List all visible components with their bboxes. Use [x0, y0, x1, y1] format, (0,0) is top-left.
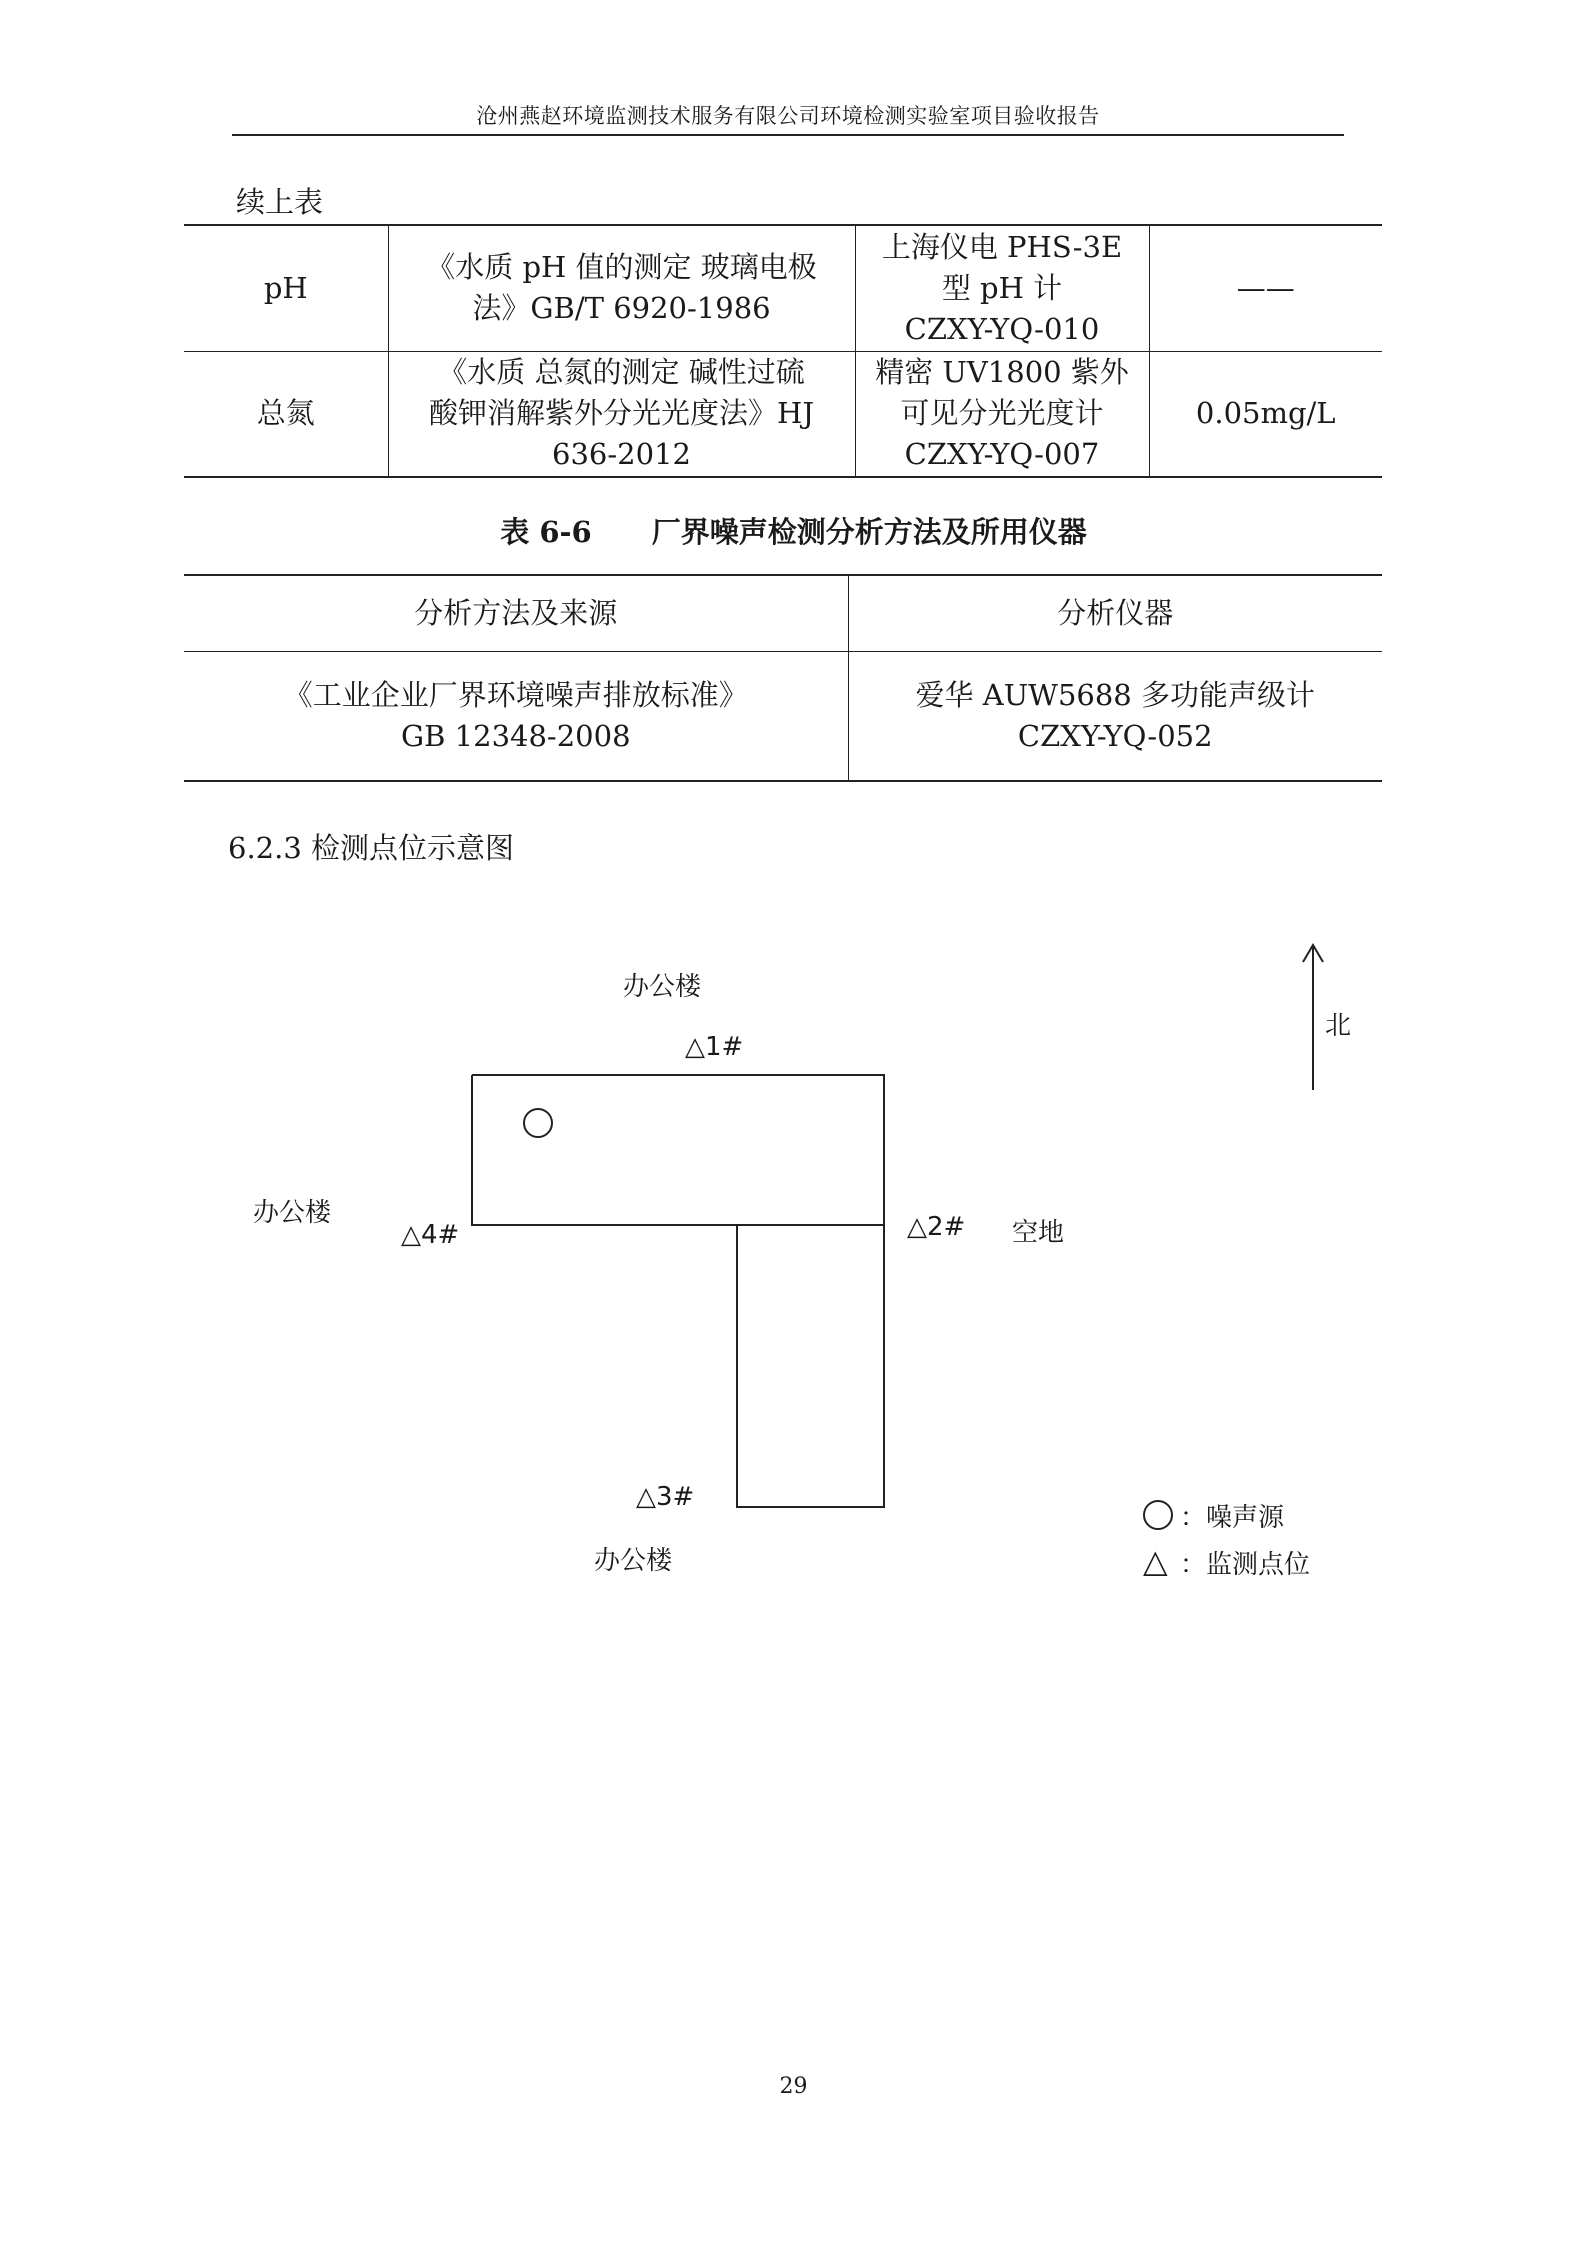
- item-cell: 总氮: [184, 351, 388, 477]
- monitor-point-2: △2#: [907, 1212, 966, 1242]
- method-line: 《水质 总氮的测定 碱性过硫: [438, 355, 805, 390]
- monitor-point-1: △1#: [685, 1032, 744, 1062]
- legend-triangle-icon: △: [1143, 1542, 1168, 1580]
- instrument-line: 型 pH 计: [941, 270, 1063, 305]
- legend-noise-source: ：噪声源: [1180, 1503, 1285, 1533]
- continued-table-label: 续上表: [236, 185, 324, 219]
- north-label: 北: [1325, 1011, 1352, 1041]
- method-line: 636-2012: [552, 437, 691, 472]
- building-outline: [472, 1075, 884, 1507]
- building-label-south: 办公楼: [594, 1546, 673, 1576]
- instrument-line: CZXY-YQ-052: [1017, 718, 1213, 753]
- building-label-north: 办公楼: [623, 972, 702, 1002]
- page-number: 29: [779, 2074, 808, 2099]
- monitor-point-4: △4#: [401, 1220, 460, 1250]
- instrument-line: 爱华 AUW5688 多功能声级计: [915, 677, 1315, 712]
- report-header: 沧州燕赵环境监测技术服务有限公司环境检测实验室项目验收报告: [476, 104, 1100, 128]
- item-cell: pH: [184, 225, 388, 351]
- noise-source-icon: [524, 1109, 552, 1137]
- method-line: 《水质 pH 值的测定 玻璃电极: [426, 250, 817, 285]
- instrument-line: CZXY-YQ-007: [904, 437, 1100, 472]
- table-caption-title: 厂界噪声检测分析方法及所用仪器: [651, 515, 1087, 549]
- table-caption-number: 表 6-6: [500, 515, 592, 549]
- method-line: GB 12348-2008: [400, 718, 631, 753]
- limit-cell: ——: [1149, 225, 1382, 351]
- instrument-line: 精密 UV1800 紫外: [875, 355, 1129, 390]
- instrument-line: CZXY-YQ-010: [904, 311, 1100, 346]
- legend-monitor-point: ：监测点位: [1180, 1550, 1311, 1580]
- method-line: 《工业企业厂界环境噪声排放标准》: [283, 677, 748, 712]
- monitor-point-3: △3#: [636, 1482, 695, 1512]
- method-line: 酸钾消解紫外分光光度法》HJ: [429, 396, 814, 431]
- open-land-label: 空地: [1012, 1218, 1065, 1248]
- method-line: 法》GB/T 6920-1986: [472, 291, 771, 326]
- instrument-line: 上海仪电 PHS-3E: [881, 229, 1123, 264]
- section-number: 6.2.3: [228, 831, 302, 865]
- column-header: 分析仪器: [848, 575, 1382, 651]
- legend-circle-icon: [1144, 1501, 1172, 1529]
- column-header: 分析方法及来源: [184, 575, 848, 651]
- section-title: 检测点位示意图: [311, 831, 515, 865]
- instrument-line: 可见分光光度计: [900, 396, 1104, 431]
- building-label-west: 办公楼: [253, 1198, 332, 1228]
- limit-cell: 0.05mg/L: [1195, 396, 1336, 431]
